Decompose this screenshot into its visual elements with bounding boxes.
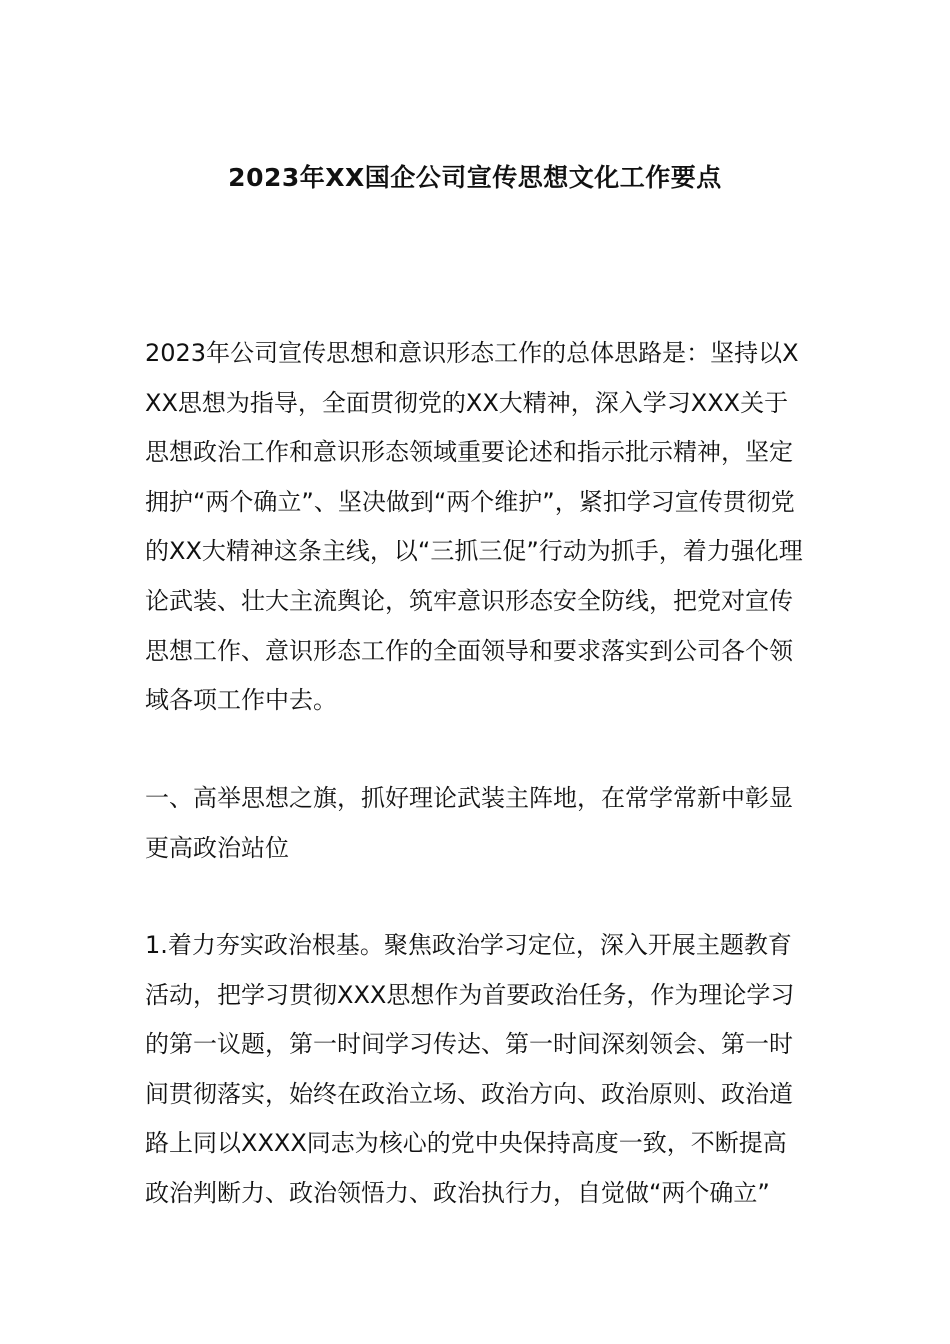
document-title: 2023年XX国企公司宣传思想文化工作要点: [228, 163, 722, 192]
paragraph-item-1: 1.着力夯实政治根基。聚焦政治学习定位，深入开展主题教育活动，把学习贯彻XXX思想作为首要政治任务，作为理论学习的第一议题，第一时间学习传达、第一时间深刻领会、第一时间贯彻落实，始终在政治立场、政治方向、政治原则、政治道路上同以XXXX同志为核心的党中央保持高度一致，不断提高政治判断力、政治领悟力、政治执行力，自觉做“两个确立”: [145, 931, 795, 1207]
paragraph-overview: 2023年公司宣传思想和意识形态工作的总体思路是：坚持以XXX思想为指导，全面贯彻党的XX大精神，深入学习XXX关于思想政治工作和意识形态领域重要论述和指示批示精神，坚定拥护“两个确立”、坚决做到“两个维护”，紧扣学习宣传贯彻党的XX大精神这条主线，以“三抓三促”行动为抓手，着力强化理论武装、壮大主流舆论，筑牢意识形态安全防线，把党对宣传思想工作、意识形态工作的全面领导和要求落实到公司各个领域各项工作中去。: [145, 339, 803, 715]
section-heading-1: 一、高举思想之旗，抓好理论武装主阵地，在常学常新中彰显更高政治站位: [145, 784, 793, 862]
